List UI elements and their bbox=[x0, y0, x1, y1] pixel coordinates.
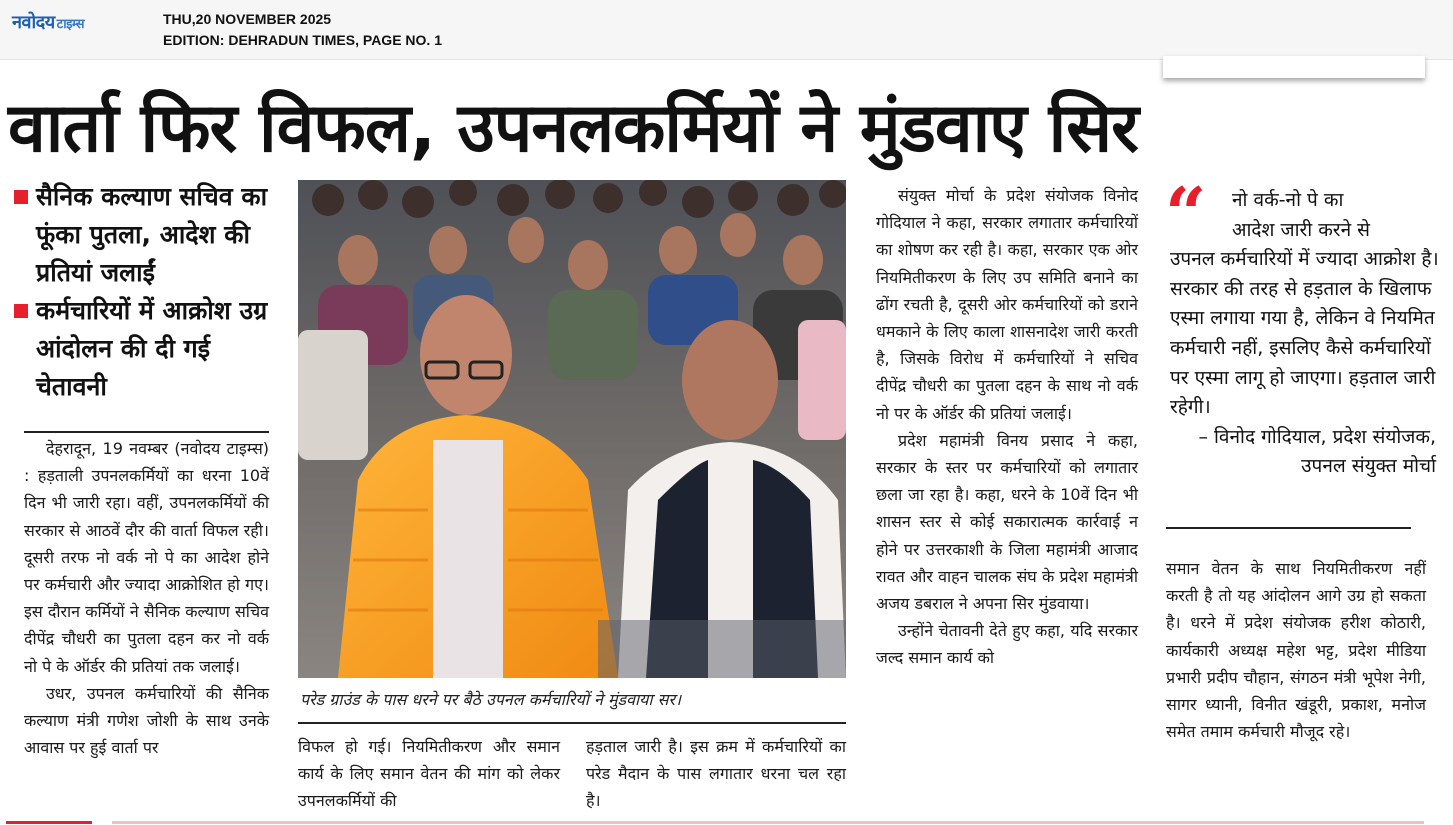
quote-line-1: नो वर्क-नो पे का bbox=[1232, 189, 1344, 211]
paragraph: समान वेतन के साथ नियमितीकरण नहीं करती है तो यह आंदोलन आगे उग्र हो सकता है। धरने में प्रदेश संयोजक हरीश कोठारी, कार्यकारी अध्यक्ष महेश भट्ट, प्रदेश मीडिया प्रभारी प्रदीप चौहान, संगठन मंत्री भूपेश नेगी, सागर ध्यानी, विनीत खंडूरी, प्रकाश, मनोज समेत तमाम कर्मचारी मौजूद रहे। bbox=[1166, 559, 1426, 742]
newspaper-logo[interactable] bbox=[12, 10, 84, 34]
paragraph: उधर, उपनल कर्मचारियों की सैनिक कल्याण मंत्री गणेश जोशी के साथ उनके आवास पर हुई वार्ता पर bbox=[24, 683, 269, 758]
edition-date: THU,20 NOVEMBER 2025 bbox=[163, 11, 332, 27]
paragraph: संयुक्त मोर्चा के प्रदेश संयोजक विनोद गोदियाल ने कहा, सरकार लगातार कर्मचारियों का शोषण कर रही है। कहा, सरकार एक ओर नियमितीकरण के लिए उप समिति बनाने का ढोंग रचती है, दूसरी ओर कर्मचारियों को डराने धमकाने के लिए काला शासनादेश जारी करती है, जिसके विरोध में कर्मचारियों ने सचिव दीपेंद्र चौधरी का पुतला दहन के साथ नो वर्क नो पर के ऑर्डर की प्रतियां जलाई। bbox=[876, 186, 1138, 423]
red-square-bullet-icon bbox=[14, 190, 28, 204]
page-edge-shadow bbox=[1163, 56, 1425, 78]
article-column-3-bottom bbox=[586, 733, 846, 815]
logo-sub: टाइम्स bbox=[56, 17, 84, 32]
masthead-bar bbox=[0, 0, 1453, 60]
paragraph: प्रदेश महामंत्री विनय प्रसाद ने कहा, सरकार के स्तर पर कर्मचारियों को लगातार छला जा रहा है। कहा, धरने के 10वें दिन भी शासन स्तर से कोई सकारात्मक कार्रवाई न होने पर उत्तरकाशी के जिला महामंत्री आजाद रावत और वाहन चालक संघ के प्रदेश महामंत्री अजय डबराल ने अपना सिर मुंडवाया। bbox=[876, 430, 1138, 614]
article-headline: वार्ता फिर विफल, उपनलकर्मियों ने मुंडवाए सिर bbox=[8, 89, 1138, 168]
quote-divider bbox=[1166, 527, 1411, 529]
caption-divider bbox=[298, 722, 846, 724]
paragraph: देहरादून, 19 नवम्बर (नवोदय टाइम्स) : हड़ताली उपनलकर्मियों का धरना 10वें दिन भी जारी रहा। वहीं, उपनलकर्मियों की सरकार से आठवें दौर की वार्ता विफल रही। दूसरी तरफ नो वर्क नो पे का आदेश होने पर कर्मचारी और ज्यादा आक्रोशित हो गए। इस दौरान कर्मियों ने सैनिक कल्याण सचिव दीपेंद्र चौधरी का पुतला दहन कर नो वर्क नो पे के ऑर्डर की प्रतियां तक जलाई। bbox=[24, 439, 269, 676]
subhead-2: कर्मचारियों में आक्रोश उग्र आंदोलन की दी गई चेतावनी bbox=[12, 292, 287, 406]
red-square-bullet-icon bbox=[14, 304, 28, 318]
article-column-5 bbox=[1166, 555, 1426, 745]
article-column-1 bbox=[24, 435, 269, 761]
article-column-2-bottom bbox=[298, 733, 560, 815]
article-photo[interactable] bbox=[298, 180, 846, 678]
article-column-4 bbox=[876, 182, 1138, 672]
subhead-divider bbox=[24, 431, 269, 433]
quote-attribution: – विनोद गोदियाल, प्रदेश संयोजक, उपनल संयुक्त मोर्चा bbox=[1198, 425, 1436, 478]
quote-line-2: आदेश जारी करने से bbox=[1232, 218, 1371, 241]
pull-quote bbox=[1170, 186, 1448, 482]
protest-photo-image bbox=[298, 180, 846, 678]
quote-text: उपनल कर्मचारियों में ज्यादा आक्रोश है। सरकार की तरह से हड़ताल के खिलाफ एस्मा लगाया गया है, लेकिन वे नियमित कर्मचारी नहीं, इसलिए कैसे कर्मचारियों पर एस्मा लागू हो जाएगा। हड़ताल जारी रहेगी। bbox=[1170, 248, 1439, 419]
photo-caption: परेड ग्राउंड के पास धरने पर बैठे उपनल कर्मचारियों ने मुंडवाया सर। bbox=[300, 690, 682, 709]
quote-mark-icon: “ bbox=[1165, 171, 1207, 256]
page-bottom-rule bbox=[112, 821, 1424, 824]
paragraph: हड़ताल जारी है। इस क्रम में कर्मचारियों का परेड मैदान के पास लगातार धरना चल रहा है। bbox=[586, 737, 846, 811]
paragraph: उन्होंने चेतावनी देते हुए कहा, यदि सरकार जल्द समान कार्य को bbox=[876, 621, 1138, 668]
subhead-1: सैनिक कल्याण सचिव का फूंका पुतला, आदेश की प्रतियां जलाईं bbox=[12, 178, 287, 292]
edition-page: EDITION: DEHRADUN TIMES, PAGE NO. 1 bbox=[163, 32, 442, 48]
subhead-block bbox=[12, 178, 287, 406]
paragraph: विफल हो गई। नियमितीकरण और समान कार्य के लिए समान वेतन की मांग को लेकर उपनलकर्मियों की bbox=[298, 737, 560, 811]
logo-main: नवोदय bbox=[12, 12, 55, 33]
edition-info bbox=[163, 9, 442, 51]
page-bottom-accent bbox=[6, 821, 92, 824]
